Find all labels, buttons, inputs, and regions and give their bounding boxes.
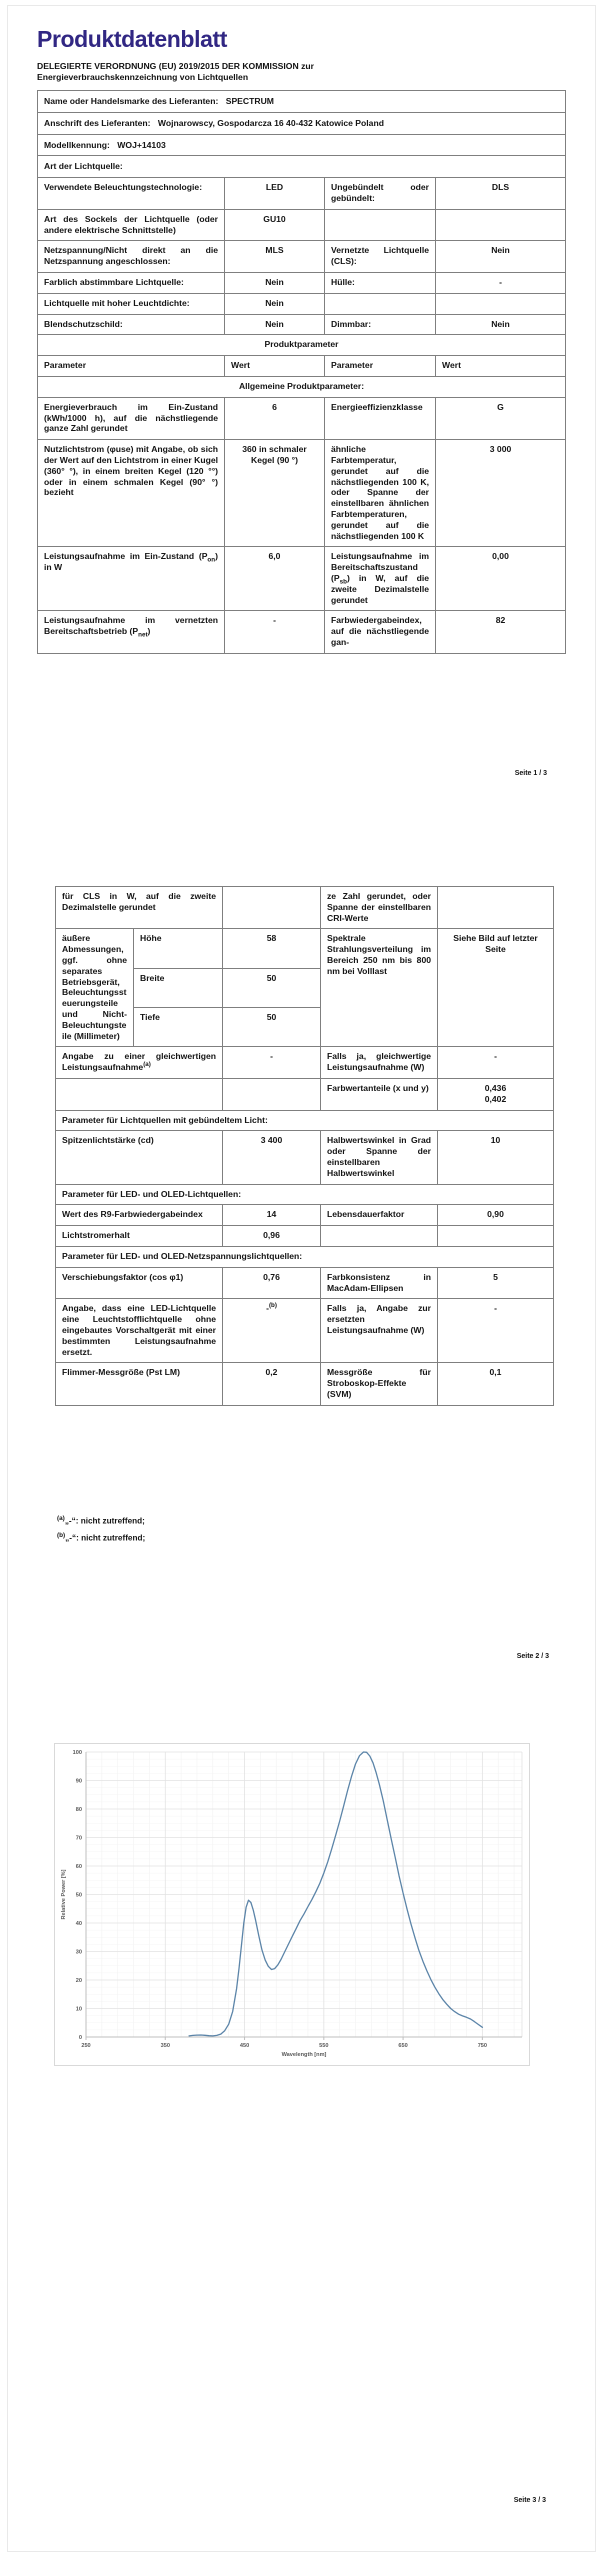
page-2: [0, 852, 603, 1740]
table-row: [56, 1299, 554, 1363]
table-row: [38, 209, 566, 241]
table-row: [38, 397, 566, 439]
footnote-marker: (a): [57, 1515, 65, 1522]
param-value-cell: [438, 887, 554, 929]
param-label-cell: ähnliche Farbtemperatur, gerundet auf die nächstliegenden 100 K, oder Spanne der einstellbaren ähnlichen Farbtemperaturen, gerundet auf die nächstliegenden 100 K: [325, 440, 436, 547]
param-label-cell: Falls ja, Angabe zur ersetzten Leistungsaufnahme (W): [321, 1299, 438, 1363]
param-value-cell: 0,1: [438, 1363, 554, 1405]
superscript: (a): [143, 1061, 151, 1069]
param-value-cell: 0,00: [436, 547, 566, 611]
svg-text:650: 650: [398, 2043, 408, 2049]
page-footer: Seite 1 / 3: [514, 770, 547, 777]
svg-text:450: 450: [239, 2043, 250, 2049]
label-text: Leistungsaufnahme im Ein-Zustand (P: [44, 551, 208, 562]
table-row: [38, 547, 566, 611]
param-label-cell: Netzspannung/Nicht direkt an die Netzspannung angeschlossen:: [38, 241, 225, 273]
footnote-b: [57, 1529, 145, 1546]
dimension-value-cell: 50: [223, 1008, 321, 1047]
param-value-cell: 6,0: [225, 547, 325, 611]
dimension-name-cell: Tiefe: [134, 1008, 223, 1047]
table-row: [38, 314, 566, 335]
param-value-cell: -: [225, 611, 325, 653]
svg-text:100: 100: [72, 1750, 82, 1756]
light-source-type-label: Art der Lichtquelle:: [44, 161, 123, 172]
param-label-cell: Verschiebungsfaktor (cos φ1): [56, 1267, 223, 1299]
param-label-cell: Messgröße für Stroboskop-Effekte (SVM): [321, 1363, 438, 1405]
param-label-cell: [321, 1226, 438, 1247]
param-label-cell: Lichtquelle mit hoher Leuchtdichte:: [38, 293, 225, 314]
svg-text:350: 350: [160, 2043, 170, 2049]
svg-text:30: 30: [75, 1949, 82, 1956]
subscript: on: [207, 557, 216, 565]
section-header-row: [56, 1110, 554, 1131]
param-label-cell: Nutzlichtstrom (φuse) mit Angabe, ob sich der Wert auf den Lichtstrom in einer Kugel (360° °), in einem breiten Kegel (120 °°) oder in einem schmalen Kegel (90° °) bezieht: [38, 440, 225, 547]
param-label-cell: Flimmer-Messgröße (Pst LM): [56, 1363, 223, 1405]
param-label-cell: [325, 209, 436, 241]
mains-section-header: Parameter für LED- und OLED-Netzspannungslichtquellen:: [56, 1246, 554, 1267]
page-1: [0, 0, 603, 852]
param-label-cell: Blendschutzschild:: [38, 314, 225, 335]
param-label-cell: Verwendete Beleuchtungstechnologie:: [38, 178, 225, 210]
svg-text:90: 90: [75, 1778, 82, 1785]
superscript: (b): [268, 1302, 277, 1310]
produktparameter-header: Produktparameter: [38, 335, 566, 356]
param-label-cell: Lichtstromerhalt: [56, 1226, 223, 1247]
page-footer: Seite 3 / 3: [513, 2497, 546, 2504]
param-value-cell: 0,90: [438, 1205, 554, 1226]
param-label-cell: Lebensdauerfaktor: [321, 1205, 438, 1226]
spectral-chart: [54, 1743, 530, 2066]
param-label-cell: Halbwertswinkel in Grad oder Spanne der einstellbaren Halbwertswinkel: [321, 1131, 438, 1184]
param-label-cell: ze Zahl gerundet, oder Spanne der einstellbaren CRI-Werte: [321, 887, 438, 929]
param-label-cell: [38, 547, 225, 611]
param-label-cell: [325, 293, 436, 314]
param-value-cell: GU10: [225, 209, 325, 241]
table-row: [56, 887, 554, 929]
param-value-cell: [436, 209, 566, 241]
model-id-row: [38, 134, 566, 156]
svg-text:10: 10: [75, 2006, 82, 2013]
section-header-row: [38, 335, 566, 356]
svg-text:80: 80: [75, 1807, 82, 1813]
param-value-cell: -: [223, 1047, 321, 1079]
column-header: Wert: [436, 356, 566, 377]
allgemein-header: Allgemeine Produktparameter:: [38, 376, 566, 397]
param-label-cell: Energieverbrauch im Ein-Zustand (kWh/1000 h), auf die nächstliegende ganze Zahl gerundet: [38, 397, 225, 439]
param-label-cell: Farbwiedergabeindex, auf die nächstliegende gan-: [325, 611, 436, 653]
page-3: [0, 1740, 603, 2560]
param-label-cell: Art des Sockels der Lichtquelle (oder andere elektrische Schnittstelle): [38, 209, 225, 241]
doc-title: Produktdatenblatt: [37, 26, 227, 52]
supplier-name-label: Name oder Handelsmarke des Lieferanten:: [44, 96, 219, 106]
param-value-cell: 5: [438, 1267, 554, 1299]
param-label-cell: Farbwertanteile (x und y): [321, 1078, 438, 1110]
chromaticity-x-value: 0,436: [484, 1082, 507, 1093]
section-header-row: [56, 1246, 554, 1267]
param-label-cell: Wert des R9-Farbwiedergabeindex: [56, 1205, 223, 1226]
param-value-cell: G: [436, 397, 566, 439]
param-value-cell: 14: [223, 1205, 321, 1226]
svg-text:20: 20: [75, 1978, 82, 1984]
directional-section-header: Parameter für Lichtquellen mit gebündeltem Licht:: [56, 1110, 554, 1131]
param-label-cell: Spitzenlichtstärke (cd): [56, 1131, 223, 1184]
column-header: Wert: [225, 356, 325, 377]
svg-text:70: 70: [75, 1835, 82, 1842]
param-value-cell: [223, 887, 321, 929]
param-value-cell: -: [438, 1299, 554, 1363]
table-row: [38, 241, 566, 273]
param-value-cell: Nein: [225, 293, 325, 314]
footnote-marker: (b): [57, 1531, 66, 1539]
param-value-cell: [438, 1226, 554, 1247]
param-value-cell: Nein: [436, 241, 566, 273]
label-text: ): [147, 626, 151, 637]
table-row: [56, 1267, 554, 1299]
regulation-line-2: Energieverbrauchskennzeichnung von Lichtquellen: [37, 72, 249, 82]
param-value-cell: 10: [438, 1131, 554, 1184]
led-oled-section-header: Parameter für LED- und OLED-Lichtquellen:: [56, 1184, 554, 1205]
dimensions-row: [56, 929, 554, 968]
regulation-line-1: DELEGIERTE VERORDNUNG (EU) 2019/2015 DER KOMMISSION zur: [37, 61, 314, 71]
spectral-chart-svg: [55, 1744, 529, 2065]
param-value-cell: Nein: [225, 314, 325, 335]
param-label-cell: [325, 547, 436, 611]
svg-text:40: 40: [75, 1921, 82, 1927]
product-parameter-table-cont: [55, 886, 554, 1406]
supplier-address-value: Wojnarowscy, Gospodarcza 16 40-432 Katowice Poland: [157, 117, 384, 128]
table-row: [56, 1363, 554, 1405]
param-label-cell: Dimmbar:: [325, 314, 436, 335]
supplier-name-row: [38, 91, 566, 113]
subscript: net: [138, 631, 148, 639]
page-footer: Seite 2 / 3: [516, 1653, 549, 1660]
supplier-address-label: Anschrift des Lieferanten:: [44, 117, 151, 128]
dimension-name-cell: Breite: [134, 968, 223, 1007]
param-value-cell: 0,2: [223, 1363, 321, 1405]
model-id-label: Modellkennung:: [44, 139, 110, 150]
param-value-cell: LED: [225, 178, 325, 210]
value-text: -: [266, 1303, 269, 1314]
table-row: [38, 272, 566, 293]
svg-text:50: 50: [75, 1892, 82, 1899]
svg-text:0: 0: [78, 2035, 82, 2041]
param-value-cell: MLS: [225, 241, 325, 273]
column-header: Parameter: [325, 356, 436, 377]
chromaticity-y-value: 0,402: [484, 1093, 507, 1104]
param-value-cell: [438, 1078, 554, 1110]
param-label-cell: [56, 1047, 223, 1079]
footnote-text: „-“: nicht zutreffend;: [65, 1533, 146, 1543]
param-label-cell: Farbkonsistenz in MacAdam-Ellipsen: [321, 1267, 438, 1299]
param-label-cell: [38, 611, 225, 653]
param-value-cell: -: [436, 272, 566, 293]
param-value-cell: 82: [436, 611, 566, 653]
table-row: [38, 178, 566, 210]
footnotes: [57, 1512, 145, 1545]
param-label-cell: [56, 1078, 223, 1110]
param-value-cell: [223, 1078, 321, 1110]
param-value-cell: [436, 293, 566, 314]
param-label-cell: Falls ja, gleichwertige Leistungsaufnahme (W): [321, 1047, 438, 1079]
svg-text:750: 750: [477, 2043, 488, 2049]
footnote-text: „-“: nicht zutreffend;: [64, 1516, 145, 1526]
param-value-cell: Siehe Bild auf letzter Seite: [438, 929, 554, 1047]
svg-text:550: 550: [319, 2043, 329, 2049]
table-row: [56, 1205, 554, 1226]
label-text: Angabe zu einer gleichwertigen Leistungsaufnahme: [62, 1051, 216, 1073]
column-header-row: [38, 356, 566, 377]
svg-text:60: 60: [75, 1864, 82, 1870]
param-value-cell: -: [438, 1047, 554, 1079]
section-header-row: [56, 1184, 554, 1205]
product-info-table: [37, 90, 566, 654]
table-row: [56, 1131, 554, 1184]
dimension-name-cell: Höhe: [134, 929, 223, 968]
param-value-cell: 6: [225, 397, 325, 439]
param-value-cell: 360 in schmaler Kegel (90 °): [225, 440, 325, 547]
svg-text:Wavelength [nm]: Wavelength [nm]: [281, 2052, 327, 2058]
svg-text:Relative Power [%]: Relative Power [%]: [61, 1869, 67, 1920]
light-source-type-row: [38, 156, 566, 178]
dimensions-label-cell: äußere Abmessungen, ggf. ohne separates Betriebsgerät, Beleuchtungssteuerungsteile und Nicht-Beleuchtungsteile (Millimeter): [56, 929, 134, 1047]
param-value-cell: 0,76: [223, 1267, 321, 1299]
label-text: Leistungsaufnahme im Bereitschaftszustand (P: [331, 551, 429, 583]
footnote-a: [57, 1512, 145, 1529]
svg-text:250: 250: [81, 2043, 91, 2049]
param-label-cell: Energieeffizienzklasse: [325, 397, 436, 439]
param-label-cell: Vernetzte Lichtquelle (CLS):: [325, 241, 436, 273]
table-row: [38, 440, 566, 547]
dimension-value-cell: 50: [223, 968, 321, 1007]
param-value-cell: 3 000: [436, 440, 566, 547]
param-label-cell: Ungebündelt oder gebündelt:: [325, 178, 436, 210]
param-value-cell: 0,96: [223, 1226, 321, 1247]
label-text: Leistungsaufnahme im vernetzten Bereitschaftsbetrieb (P: [44, 615, 218, 637]
table-row: [56, 1078, 554, 1110]
label-text: ) in W, auf die zweite Dezimalstelle gerundet: [331, 572, 429, 605]
label-text: ) in W: [44, 551, 218, 573]
param-value-cell: 3 400: [223, 1131, 321, 1184]
regulation-text: [37, 61, 565, 83]
table-row: [38, 611, 566, 653]
column-header: Parameter: [38, 356, 225, 377]
model-id-value: WOJ+14103: [117, 139, 166, 150]
param-label-cell: für CLS in W, auf die zweite Dezimalstelle gerundet: [56, 887, 223, 929]
param-value-cell: Nein: [225, 272, 325, 293]
section-header-row: [38, 376, 566, 397]
table-row: [38, 293, 566, 314]
param-value-cell: Nein: [436, 314, 566, 335]
param-value-cell: [223, 1299, 321, 1363]
dimension-value-cell: 58: [223, 929, 321, 968]
table-row: [56, 1047, 554, 1079]
subscript: sb: [339, 578, 347, 586]
param-label-cell: Farblich abstimmbare Lichtquelle:: [38, 272, 225, 293]
param-label-cell: Spektrale Strahlungsverteilung im Bereich 250 nm bis 800 nm bei Volllast: [321, 929, 438, 1047]
table-row: [56, 1226, 554, 1247]
param-label-cell: Hülle:: [325, 272, 436, 293]
supplier-address-row: [38, 112, 566, 134]
param-value-cell: DLS: [436, 178, 566, 210]
param-label-cell: Angabe, dass eine LED-Lichtquelle eine Leuchtstofflichtquelle ohne eingebautes Vorschaltgerät mit einer bestimmten Leistungsaufnahme ersetzt.: [56, 1299, 223, 1363]
supplier-name-value: SPECTRUM: [225, 96, 274, 106]
